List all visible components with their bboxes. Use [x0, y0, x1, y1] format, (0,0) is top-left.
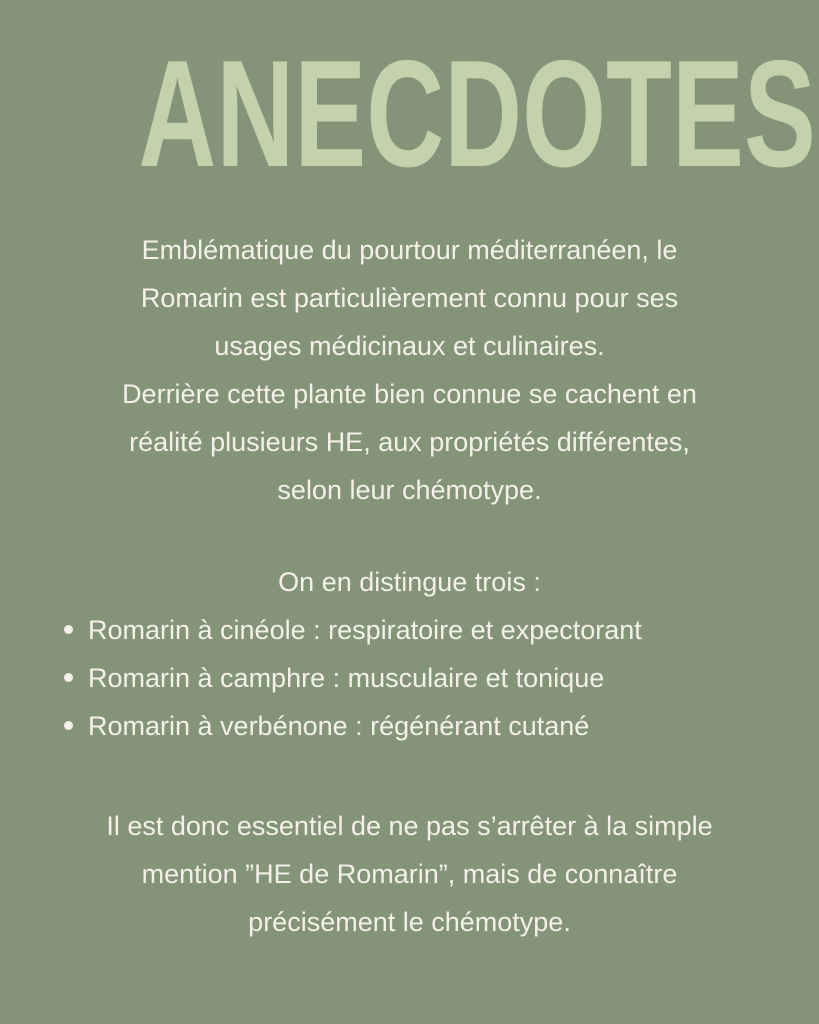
bullet-icon: [64, 625, 73, 634]
list-item-text: Romarin à cinéole : respiratoire et expectorant: [88, 615, 642, 645]
list-intro-text: On en distingue trois :: [278, 567, 541, 597]
list-item: [64, 654, 642, 702]
list-item: [64, 702, 642, 750]
bullet-icon: [64, 673, 73, 682]
intro-paragraph: [0, 226, 819, 514]
conclusion-paragraph: [0, 802, 819, 946]
chemotype-list: [64, 606, 642, 750]
text-line: usages médicinaux et culinaires.: [214, 331, 605, 361]
list-item-text: Romarin à verbénone : régénérant cutané: [88, 711, 590, 741]
page-title-text: ANECDOTES: [138, 29, 816, 199]
text-line: selon leur chémotype.: [277, 475, 542, 505]
list-item-text: Romarin à camphre : musculaire et tonique: [88, 663, 605, 693]
list-intro: [0, 558, 819, 606]
text-line: réalité plusieurs HE, aux propriétés différentes,: [129, 427, 690, 457]
text-line: Il est donc essentiel de ne pas s’arrêter à la simple: [106, 811, 713, 841]
text-line: précisément le chémotype.: [248, 907, 571, 937]
text-line: Emblématique du pourtour méditerranéen, le: [141, 235, 678, 265]
text-line: mention ”HE de Romarin”, mais de connaître: [141, 859, 678, 889]
list-item: [64, 606, 642, 654]
text-line: Derrière cette plante bien connue se cachent en: [122, 379, 697, 409]
text-line: Romarin est particulièrement connu pour ses: [140, 283, 679, 313]
bullet-icon: [64, 721, 73, 730]
page-title: [0, 29, 819, 199]
